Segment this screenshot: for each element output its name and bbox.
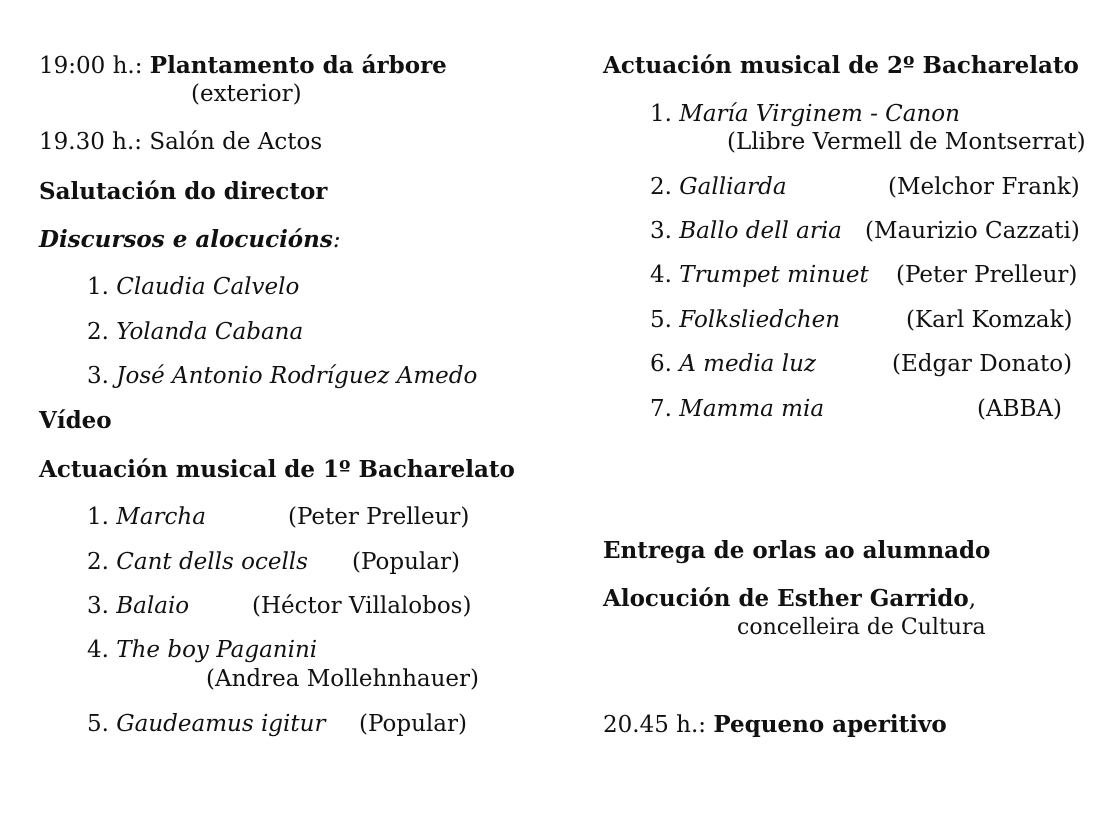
piece-title: Gaudeamus igitur — [116, 711, 326, 737]
councillor-speech-title: Alocución de Esther Garrido — [603, 585, 969, 612]
councillor-role: concelleira de Cultura — [737, 615, 986, 640]
item-number: 1. — [87, 274, 109, 300]
director-greeting: Salutación do director — [39, 178, 328, 205]
speaker-name: Yolanda Cabana — [116, 319, 304, 345]
piece-composer: (Popular) — [359, 711, 467, 737]
piece-composer: (ABBA) — [977, 396, 1062, 422]
music2-item — [650, 396, 824, 424]
item-number: 1. — [87, 504, 109, 530]
item-number: 2. — [87, 549, 109, 575]
piece-title: Folksliedchen — [679, 307, 841, 333]
piece-title: Marcha — [116, 504, 206, 530]
piece-composer: (Karl Komzak) — [906, 307, 1073, 333]
planting-title: Plantamento da árbore — [149, 52, 447, 79]
item-number: 4. — [87, 637, 109, 663]
music1-item — [87, 711, 325, 739]
piece-composer: (Maurizio Cazzati) — [865, 218, 1080, 244]
planting-line — [39, 52, 447, 81]
speaker-item — [87, 319, 303, 347]
speaker-name: José Antonio Rodríguez Amedo — [116, 363, 478, 389]
item-number: 2. — [650, 174, 672, 200]
piece-title: Balaio — [116, 593, 190, 619]
piece-composer: (Popular) — [352, 549, 460, 575]
piece-composer: (Andrea Mollehnhauer) — [206, 666, 480, 692]
music1-heading: Actuación musical de 1º Bacharelato — [39, 456, 515, 483]
piece-title: Galliarda — [679, 174, 787, 200]
music2-item — [650, 351, 816, 379]
item-number: 6. — [650, 351, 672, 377]
piece-composer: (Melchor Frank) — [888, 174, 1080, 200]
diplomas-heading: Entrega de orlas ao alumnado — [603, 537, 991, 564]
piece-composer: (Llibre Vermell de Montserrat) — [727, 129, 1086, 155]
time-1900: 19:00 h.: — [39, 53, 143, 79]
piece-title: María Virginem - Canon — [679, 101, 960, 127]
aperitif-title: Pequeno aperitivo — [713, 711, 947, 738]
item-number: 3. — [87, 593, 109, 619]
item-number: 4. — [650, 262, 672, 288]
time-2045: 20.45 h.: — [603, 712, 707, 738]
video-heading: Vídeo — [39, 407, 112, 434]
speeches-heading-text: Discursos e alocucións — [39, 226, 333, 253]
piece-composer: (Edgar Donato) — [892, 351, 1073, 377]
music1-item — [87, 504, 206, 532]
music2-item — [650, 101, 960, 129]
music2-item — [650, 262, 869, 290]
item-number: 2. — [87, 319, 109, 345]
aperitif-line — [603, 711, 947, 740]
music1-item — [87, 637, 317, 665]
speech-comma: , — [968, 586, 977, 612]
speaker-item — [87, 363, 477, 391]
speaker-item — [87, 274, 299, 302]
music1-item — [87, 593, 189, 621]
item-number: 1. — [650, 101, 672, 127]
music1-item — [87, 549, 308, 577]
music2-item — [650, 307, 840, 335]
piece-title: A media luz — [679, 351, 816, 377]
item-number: 3. — [650, 218, 672, 244]
piece-composer: (Peter Prelleur) — [896, 262, 1078, 288]
piece-composer: (Peter Prelleur) — [288, 504, 470, 530]
hall-line: 19.30 h.: Salón de Actos — [39, 129, 323, 155]
music2-item — [650, 174, 787, 202]
piece-title: Trumpet minuet — [679, 262, 869, 288]
speeches-colon: : — [332, 227, 341, 253]
piece-composer: (Héctor Villalobos) — [252, 593, 472, 619]
planting-note: (exterior) — [191, 81, 302, 107]
music2-heading: Actuación musical de 2º Bacharelato — [603, 52, 1079, 79]
item-number: 3. — [87, 363, 109, 389]
piece-title: The boy Paganini — [116, 637, 318, 663]
piece-title: Ballo dell aria — [679, 218, 842, 244]
speeches-heading — [39, 226, 341, 255]
speaker-name: Claudia Calvelo — [116, 274, 300, 300]
item-number: 5. — [650, 307, 672, 333]
music2-item — [650, 218, 842, 246]
councillor-speech — [603, 585, 976, 614]
piece-title: Cant dells ocells — [116, 549, 308, 575]
piece-title: Mamma mia — [679, 396, 825, 422]
item-number: 7. — [650, 396, 672, 422]
item-number: 5. — [87, 711, 109, 737]
